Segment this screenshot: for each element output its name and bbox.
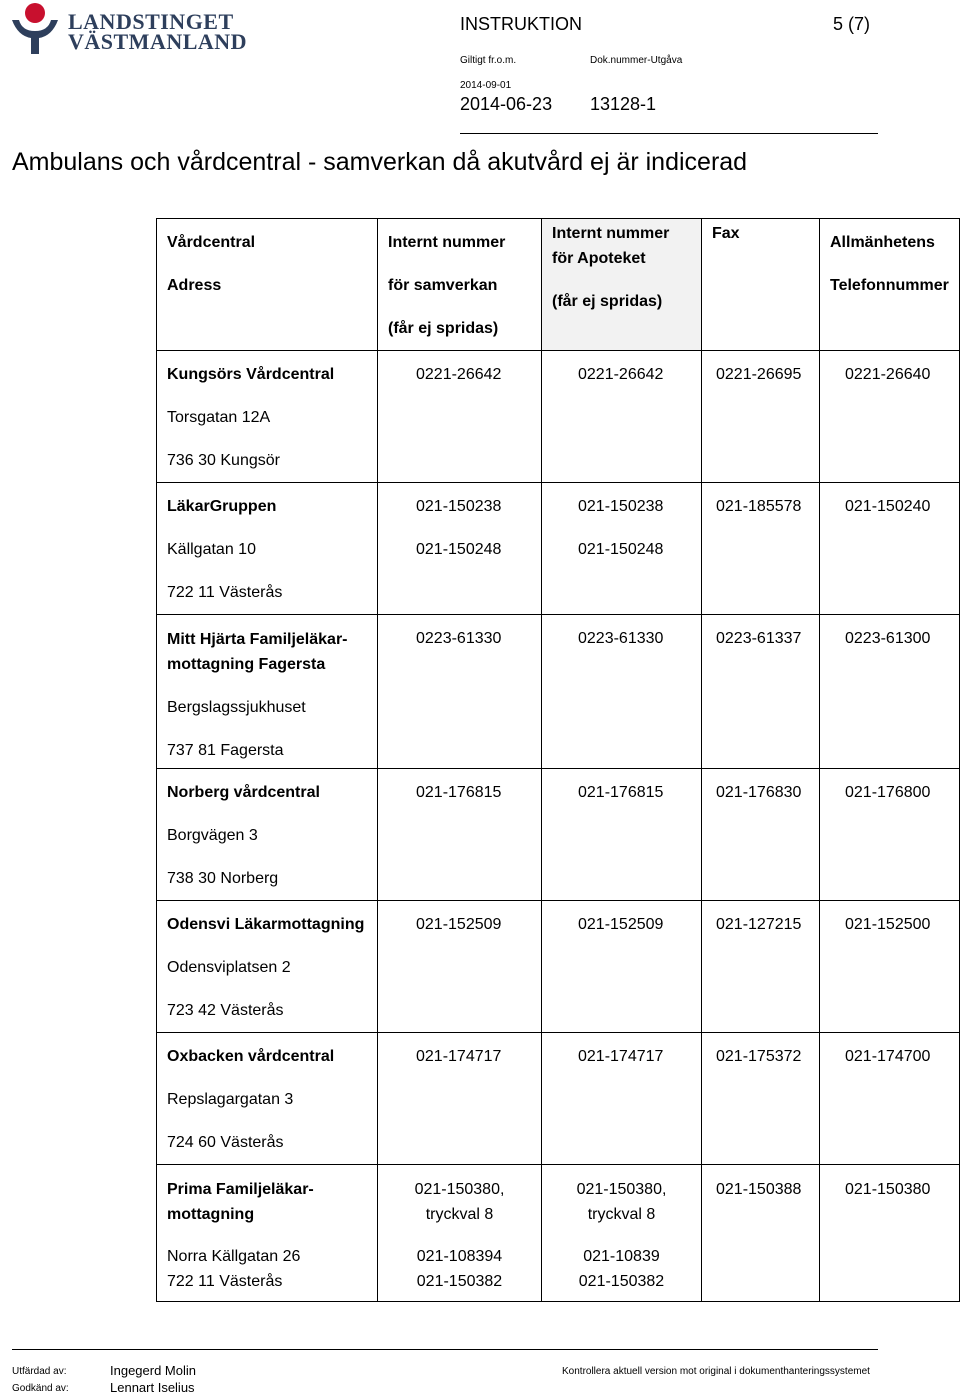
pharmacy-number-note: tryckval 8 xyxy=(587,1206,656,1223)
clinic-name: Norberg vårdcentral xyxy=(167,784,320,801)
public-number: 0223-61300 xyxy=(845,630,931,647)
clinic-postal: 738 30 Norberg xyxy=(167,870,279,887)
contact-table xyxy=(156,218,960,1302)
clinic-name-line1: Mitt Hjärta Familjeläkar- xyxy=(167,631,348,648)
clinic-address: Källgatan 10 xyxy=(167,541,256,558)
approved-by: Lennart Iselius xyxy=(110,1380,195,1395)
clinic-postal: 723 42 Västerås xyxy=(167,1002,284,1019)
internal-number: 0221-26642 xyxy=(416,366,502,383)
pharmacy-number: 0221-26642 xyxy=(578,366,664,383)
clinic-address: Repslagargatan 3 xyxy=(167,1091,294,1108)
valid-from-label: Giltigt fr.o.m. xyxy=(460,55,517,66)
pharmacy-number: 0223-61330 xyxy=(578,630,664,647)
table-row xyxy=(157,351,960,483)
approved-label: Godkänd av: xyxy=(12,1383,69,1394)
header-pharmacy-number: Internt nummer för Apoteket (får ej spridas) xyxy=(542,219,702,351)
footer-divider xyxy=(12,1349,878,1350)
internal-number: 021-150238 xyxy=(416,498,502,515)
document-date: 2014-06-23 xyxy=(460,94,553,114)
issued-by: Ingegerd Molin xyxy=(110,1363,196,1378)
clinic-name: Oxbacken vårdcentral xyxy=(167,1048,335,1065)
pharmacy-number: 021-176815 xyxy=(578,784,664,801)
clinic-name: Odensvi Läkarmottagning xyxy=(167,916,365,933)
valid-from-date: 2014-09-01 xyxy=(460,80,512,91)
header-internal-number: Internt nummer för samverkan (får ej spridas) xyxy=(378,219,542,351)
internal-number: 021-150380, xyxy=(414,1181,505,1198)
pharmacy-number: 021-152509 xyxy=(578,916,664,933)
pharmacy-number: 021-174717 xyxy=(578,1048,664,1065)
public-number: 021-152500 xyxy=(845,916,931,933)
header-vardcentral: Vårdcentral Adress xyxy=(157,219,378,351)
fax-number: 021-176830 xyxy=(716,784,802,801)
clinic-postal: 722 11 Västerås xyxy=(167,584,283,601)
internal-number: 021-176815 xyxy=(416,784,502,801)
header-fax: Fax xyxy=(702,219,820,351)
clinic-address: Odensviplatsen 2 xyxy=(167,959,291,976)
logo-emblem-icon xyxy=(10,2,60,54)
internal-number-2: 021-108394 xyxy=(416,1248,503,1265)
table-header-row xyxy=(157,219,960,351)
pharmacy-number: 021-150238 xyxy=(578,498,664,515)
fax-number: 021-150388 xyxy=(716,1181,802,1198)
clinic-address: Borgvägen 3 xyxy=(167,827,258,844)
public-number: 021-150380 xyxy=(845,1181,931,1198)
issued-label: Utfärdad av: xyxy=(12,1366,67,1377)
pharmacy-number-2: 021-10839 xyxy=(583,1248,660,1265)
fax-number: 021-185578 xyxy=(716,498,802,515)
table-row xyxy=(157,1165,960,1302)
clinic-name-line2: mottagning Fagersta xyxy=(167,656,326,673)
logo-text: LANDSTINGET VÄSTMANLAND xyxy=(68,9,248,54)
clinic-address: Norra Källgatan 26 xyxy=(167,1248,301,1265)
clinic-postal: 722 11 Västerås xyxy=(167,1273,283,1290)
header-divider xyxy=(460,133,878,134)
clinic-postal: 724 60 Västerås xyxy=(167,1134,284,1151)
document-number: 13128-1 xyxy=(590,94,657,114)
internal-number: 021-174717 xyxy=(416,1048,502,1065)
internal-number-2: 021-150248 xyxy=(416,541,502,558)
clinic-address: Bergslagssjukhuset xyxy=(167,699,306,716)
public-number: 021-150240 xyxy=(845,498,931,515)
page-title: Ambulans och vårdcentral - samverkan då akutvård ej är indicerad xyxy=(12,148,748,176)
document-type: INSTRUKTION xyxy=(460,14,583,34)
clinic-postal: 736 30 Kungsör xyxy=(167,452,280,469)
docnum-label: Dok.nummer-Utgåva xyxy=(590,55,683,66)
page-number: 5 (7) xyxy=(833,14,871,34)
internal-number: 0223-61330 xyxy=(416,630,502,647)
clinic-name: Kungsörs Vårdcentral xyxy=(167,366,335,383)
table-row xyxy=(157,615,960,769)
internal-number: 021-152509 xyxy=(416,916,502,933)
table-row xyxy=(157,769,960,901)
clinic-name-line2: mottagning xyxy=(167,1206,255,1223)
clinic-name: LäkarGruppen xyxy=(167,498,277,515)
header-public-phone: Allmänhetens Telefonnummer xyxy=(820,219,960,351)
table-row xyxy=(157,901,960,1033)
landstinget-logo xyxy=(10,2,248,54)
internal-number-note: tryckval 8 xyxy=(425,1206,494,1223)
clinic-address: Torsgatan 12A xyxy=(167,409,271,426)
fax-number: 0221-26695 xyxy=(716,366,802,383)
public-number: 021-174700 xyxy=(845,1048,931,1065)
pharmacy-number-3: 021-150382 xyxy=(578,1273,665,1290)
fax-number: 021-175372 xyxy=(716,1048,802,1065)
internal-number-3: 021-150382 xyxy=(416,1273,503,1290)
pharmacy-number: 021-150380, xyxy=(576,1181,667,1198)
public-number: 021-176800 xyxy=(845,784,931,801)
footer-note: Kontrollera aktuell version mot original i dokumenthanteringssystemet xyxy=(562,1366,870,1377)
public-number: 0221-26640 xyxy=(845,366,931,383)
table-row xyxy=(157,1033,960,1165)
fax-number: 021-127215 xyxy=(716,916,802,933)
clinic-name-line1: Prima Familjeläkar- xyxy=(167,1181,314,1198)
clinic-postal: 737 81 Fagersta xyxy=(167,742,284,759)
pharmacy-number-2: 021-150248 xyxy=(578,541,664,558)
fax-number: 0223-61337 xyxy=(716,630,802,647)
table-row xyxy=(157,483,960,615)
